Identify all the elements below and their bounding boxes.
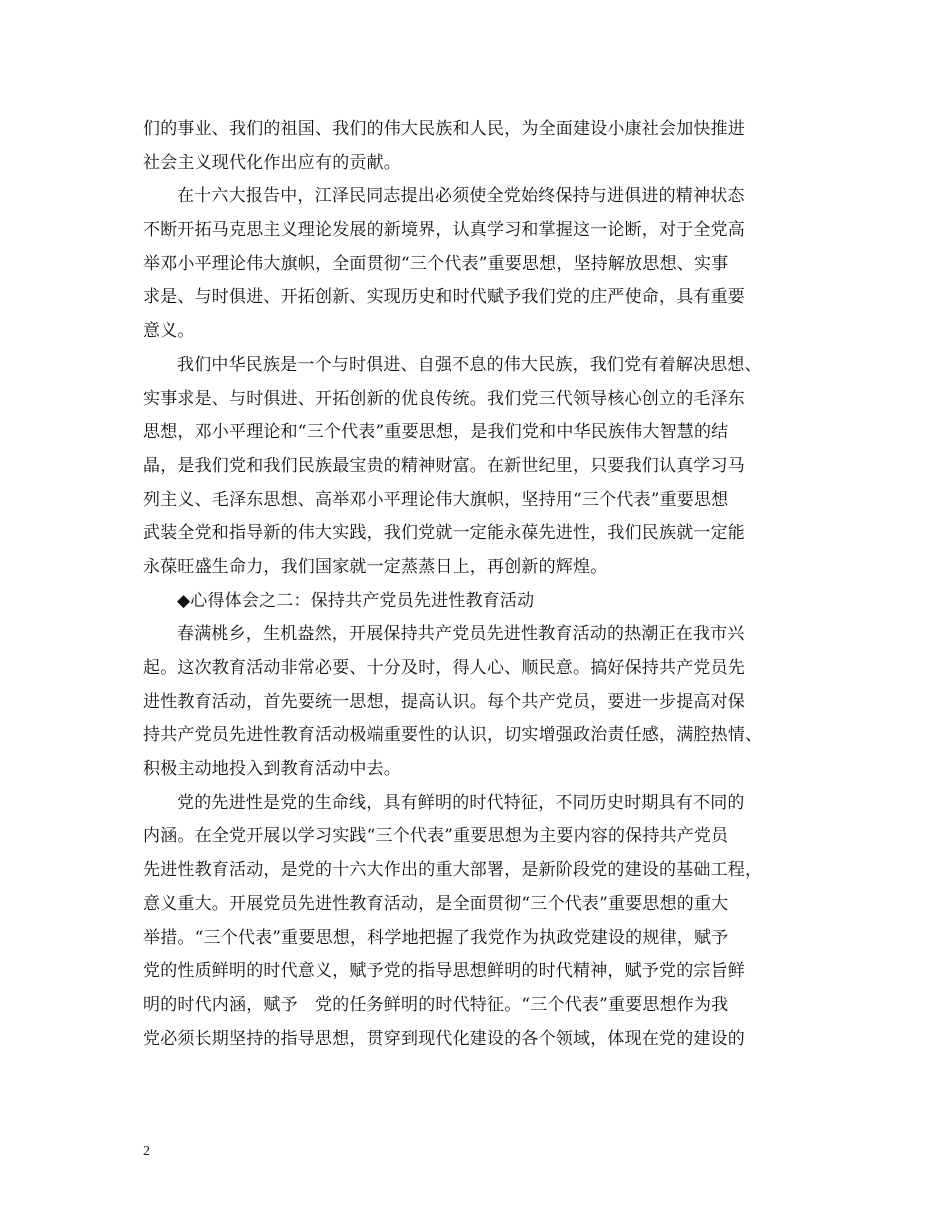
- text-line: 内涵。在全党开展以学习实践“三个代表”重要思想为主要内容的保持共产党员: [143, 826, 729, 847]
- text-line: 明的时代内涵，赋予 党的任务鲜明的时代特征。“三个代表”重要思想作为我: [143, 994, 729, 1015]
- text-line: 党必须长期坚持的指导思想，贯穿到现代化建设的各个领域，体现在党的建设的: [143, 1028, 745, 1049]
- text-line: 起。这次教育活动非常必要、十分及时，得人心、顺民意。搞好保持共产党员先: [143, 658, 745, 678]
- text-line: 武装全党和指导新的伟大实践，我们党就一定能永葆先进性，我们民族就一定能: [143, 523, 745, 544]
- text-line: 列主义、毛泽东思想、高举邓小平理论伟大旗帜，坚持用“三个代表”重要思想: [143, 489, 729, 510]
- text-line: 举邓小平理论伟大旗帜，全面贯彻“三个代表”重要思想，坚持解放思想、实事: [143, 253, 729, 274]
- text-line: 春满桃乡，生机盎然，开展保持共产党员先进性教育活动的热潮正在我市兴: [177, 624, 745, 645]
- text-line: 先进性教育活动，是党的十六大作出的重大部署，是新阶段党的建设的基础工程，: [143, 860, 763, 881]
- text-line: 在十六大报告中，江泽民同志提出必须使全党始终保持与进俱进的精神状态: [177, 186, 745, 207]
- text-line: 意义重大。开展党员先进性教育活动，是全面贯彻“三个代表”重要思想的重大: [143, 893, 729, 914]
- text-line: 党的性质鲜明的时代意义，赋予党的指导思想鲜明的时代精神，赋予党的宗旨鲜: [143, 961, 745, 982]
- text-line: 积极主动地投入到教育活动中去。: [143, 759, 401, 780]
- text-line: 社会主义现代化作出应有的贡献。: [143, 152, 401, 173]
- text-line: 求是、与时俱进、开拓创新、实现历史和时代赋予我们党的庄严使命，具有重要: [143, 287, 745, 308]
- text-line: ◆心得体会之二：保持共产党员先进性教育活动: [177, 590, 535, 611]
- text-line: 们的事业、我们的祖国、我们的伟大民族和人民，为全面建设小康社会加快推进: [143, 119, 745, 139]
- text-line: 持共产党员先进性教育活动极端重要性的认识，切实增强政治责任感，满腔热情、: [143, 725, 763, 746]
- text-line: 我们中华民族是一个与时俱进、自强不息的伟大民族，我们党有着解决思想、: [177, 354, 762, 375]
- text-line: 思想，邓小平理论和“三个代表”重要思想，是我们党和中华民族伟大智慧的结: [143, 422, 729, 443]
- text-line: 不断开拓马克思主义理论发展的新境界，认真学习和掌握这一论断，对于全党高: [143, 220, 745, 241]
- text-line: 党的先进性是党的生命线，具有鲜明的时代特征，不同历史时期具有不同的: [177, 792, 745, 813]
- text-line: 意义。: [143, 321, 195, 342]
- body-text: [143, 113, 813, 1056]
- text-line: 实事求是、与时俱进、开拓创新的优良传统。我们党三代领导核心创立的毛泽东: [143, 388, 745, 409]
- page-number: 2: [143, 1144, 150, 1159]
- text-line: 晶，是我们党和我们民族最宝贵的精神财富。在新世纪里，只要我们认真学习马: [143, 455, 745, 476]
- text-line: 进性教育活动，首先要统一思想，提高认识。每个共产党员，要进一步提高对保: [143, 691, 745, 712]
- text-line: 举措。“三个代表”重要思想，科学地把握了我党作为执政党建设的规律，赋予: [143, 927, 729, 948]
- text-line: 永葆旺盛生命力，我们国家就一定蒸蒸日上，再创新的辉煌。: [143, 556, 608, 577]
